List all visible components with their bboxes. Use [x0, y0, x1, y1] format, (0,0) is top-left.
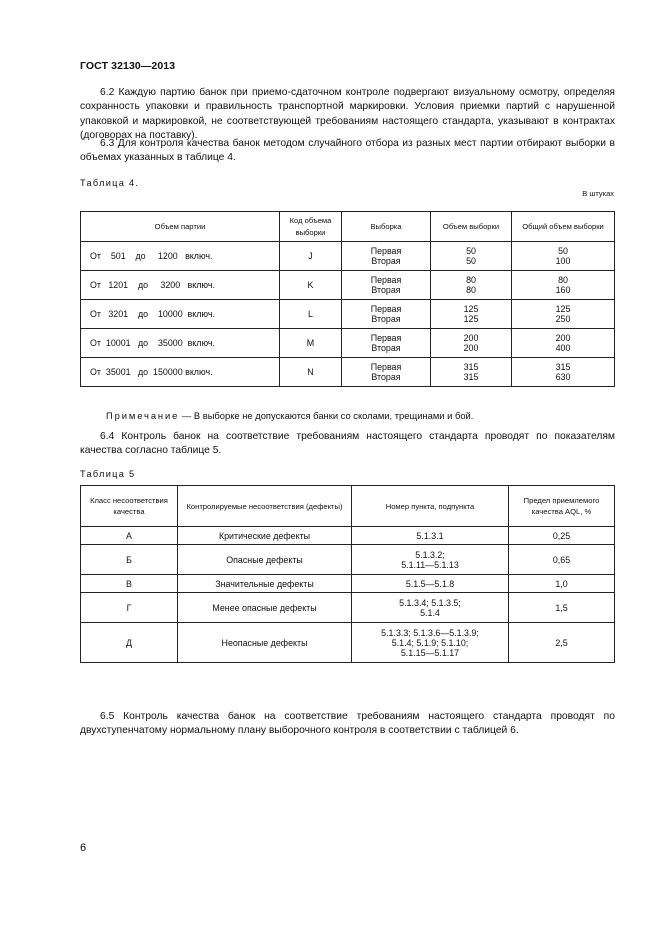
- document-header: ГОСТ 32130—2013: [80, 60, 176, 72]
- table5-header-cell: Номер пункта, подпункта: [352, 486, 509, 527]
- paragraph-6-2: 6.2 Каждую партию банок при приемо-сдаточном контроле подвергают визуальному осмотру, определяя сохранность упаковки и правильность транспортной маркировки. Условия приемки партий с нарушенной упаковкой и маркировкой, не соответствующей требованиям настоящего стандарта, указывают в контрактах (договорах на поставку).: [80, 87, 615, 141]
- aql-cell: 0,65: [509, 545, 615, 575]
- sample-stage-cell: Первая Вторая: [342, 271, 431, 300]
- table-row: [81, 527, 615, 545]
- paragraph-6-3: 6.3 Для контроля качества банок методом случайного отбора из разных мест партии отбирают выборки в объемах указанных в таблице 4.: [80, 138, 615, 164]
- page-number: 6: [80, 842, 87, 854]
- table-row: [81, 271, 615, 300]
- table4-header-cell: Объем партии: [81, 212, 280, 242]
- sample-code-cell: L: [280, 300, 342, 329]
- nonconformity-class-cell: А: [81, 527, 178, 545]
- total-sample-size-cell: 50 100: [512, 242, 615, 271]
- table-row: [81, 358, 615, 387]
- clause-number-cell: 5.1.5—5.1.8: [352, 575, 509, 593]
- aql-cell: 2,5: [509, 623, 615, 663]
- defect-type-cell: Менее опасные дефекты: [178, 593, 352, 623]
- aql-cell: 1,0: [509, 575, 615, 593]
- defect-type-cell: Критические дефекты: [178, 527, 352, 545]
- sample-code-cell: K: [280, 271, 342, 300]
- defect-type-cell: Опасные дефекты: [178, 545, 352, 575]
- paragraph-6-4: 6.4 Контроль банок на соответствие требованиям настоящего стандарта проводят по показателям качества согласно таблице 5.: [80, 431, 615, 457]
- paragraph-6-5: 6.5 Контроль качества банок на соответствие требованиям настоящего стандарта проводят по двухступенчатому нормальному плану выборочного контроля в соответствии с таблицей 6.: [80, 711, 615, 737]
- sample-size-cell: 125 125: [431, 300, 512, 329]
- sample-code-cell: M: [280, 329, 342, 358]
- table-row: [81, 329, 615, 358]
- table5-caption: Таблица 5: [80, 469, 136, 479]
- total-sample-size-cell: 200 400: [512, 329, 615, 358]
- table-row: [81, 242, 615, 271]
- table-row: [81, 575, 615, 593]
- batch-volume-cell: От 1201 до 3200 включ.: [81, 271, 280, 300]
- table4-caption: Таблица 4.: [80, 178, 140, 188]
- sample-size-cell: 80 80: [431, 271, 512, 300]
- table-5: [80, 485, 615, 663]
- nonconformity-class-cell: Г: [81, 593, 178, 623]
- clause-number-cell: 5.1.3.2; 5.1.11—5.1.13: [352, 545, 509, 575]
- nonconformity-class-cell: В: [81, 575, 178, 593]
- table-row: [81, 593, 615, 623]
- table-row: [81, 300, 615, 329]
- batch-volume-cell: От 10001 до 35000 включ.: [81, 329, 280, 358]
- sample-stage-cell: Первая Вторая: [342, 329, 431, 358]
- table5-header-cell: Предел приемлемого качества AQL, %: [509, 486, 615, 527]
- sample-stage-cell: Первая Вторая: [342, 300, 431, 329]
- table4-header-cell: Объем выборки: [431, 212, 512, 242]
- table5-header-cell: Контролируемые несоответствия (дефекты): [178, 486, 352, 527]
- total-sample-size-cell: 80 160: [512, 271, 615, 300]
- table4-header-row: [81, 212, 615, 242]
- sample-stage-cell: Первая Вторая: [342, 242, 431, 271]
- note-label: Примечание: [106, 410, 180, 421]
- nonconformity-class-cell: Д: [81, 623, 178, 663]
- total-sample-size-cell: 125 250: [512, 300, 615, 329]
- table4-units: В штуках: [582, 189, 614, 198]
- sample-size-cell: 200 200: [431, 329, 512, 358]
- clause-number-cell: 5.1.3.3; 5.1.3.6—5.1.3.9; 5.1.4; 5.1.9; 5.1.10; 5.1.15—5.1.17: [352, 623, 509, 663]
- table5-header-cell: Класс несоответствия качества: [81, 486, 178, 527]
- total-sample-size-cell: 315 630: [512, 358, 615, 387]
- clause-number-cell: 5.1.3.1: [352, 527, 509, 545]
- defect-type-cell: Значительные дефекты: [178, 575, 352, 593]
- sample-size-cell: 50 50: [431, 242, 512, 271]
- table-row: [81, 623, 615, 663]
- sample-size-cell: 315 315: [431, 358, 512, 387]
- table4-header-cell: Выборка: [342, 212, 431, 242]
- batch-volume-cell: От 35001 до 150000 включ.: [81, 358, 280, 387]
- sample-code-cell: N: [280, 358, 342, 387]
- table-4: [80, 211, 615, 387]
- sample-stage-cell: Первая Вторая: [342, 358, 431, 387]
- table5-header-row: [81, 486, 615, 527]
- aql-cell: 0,25: [509, 527, 615, 545]
- note-text: — В выборке не допускаются банки со сколами, трещинами и бой.: [179, 410, 474, 421]
- nonconformity-class-cell: Б: [81, 545, 178, 575]
- sample-code-cell: J: [280, 242, 342, 271]
- table4-header-cell: Общий объем выборки: [512, 212, 615, 242]
- batch-volume-cell: От 3201 до 10000 включ.: [81, 300, 280, 329]
- defect-type-cell: Неопасные дефекты: [178, 623, 352, 663]
- table-row: [81, 545, 615, 575]
- batch-volume-cell: От 501 до 1200 включ.: [81, 242, 280, 271]
- table4-header-cell: Код объема выборки: [280, 212, 342, 242]
- aql-cell: 1,5: [509, 593, 615, 623]
- table4-note: [106, 410, 473, 421]
- clause-number-cell: 5.1.3.4; 5.1.3.5; 5.1.4: [352, 593, 509, 623]
